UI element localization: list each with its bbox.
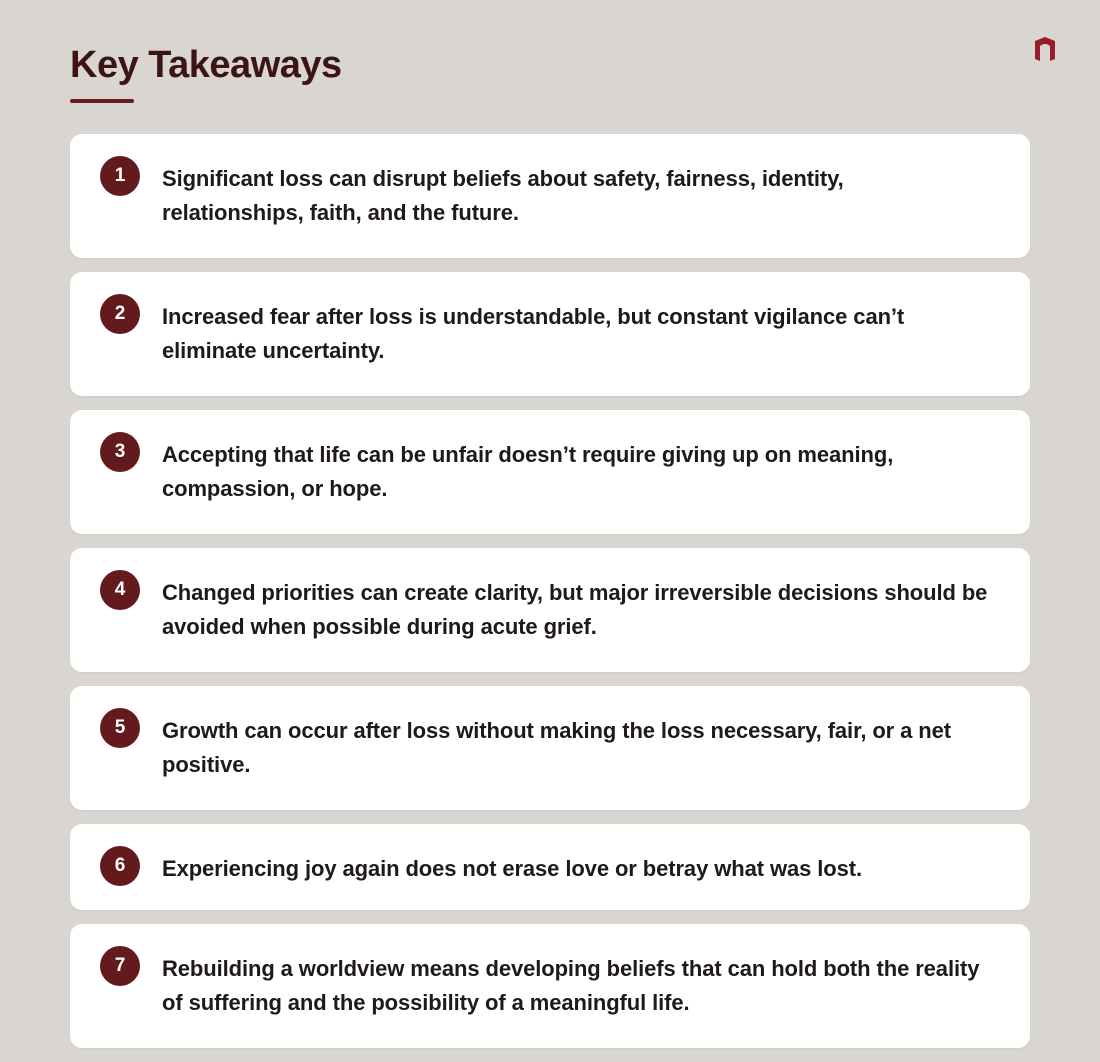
number-badge: 3: [100, 432, 140, 472]
takeaway-card-5: [70, 686, 1030, 810]
takeaway-text: Accepting that life can be unfair doesn’t require giving up on meaning, compassion, or hope.: [162, 442, 894, 501]
takeaway-card-2: [70, 272, 1030, 396]
takeaway-text: Changed priorities can create clarity, but major irreversible decisions should be avoided when possible during acute grief.: [162, 580, 988, 639]
number-badge: 4: [100, 570, 140, 610]
page-title: Key Takeaways: [70, 44, 342, 86]
takeaway-text: Significant loss can disrupt beliefs about safety, fairness, identity, relationships, faith, and the future.: [162, 166, 844, 225]
takeaway-card-7: [70, 924, 1030, 1048]
shield-logo-icon: [1033, 36, 1057, 62]
takeaway-text: Experiencing joy again does not erase love or betray what was lost.: [162, 856, 862, 881]
takeaway-text: Rebuilding a worldview means developing beliefs that can hold both the reality of suffering and the possibility of a meaningful life.: [162, 956, 980, 1015]
number-badge: 1: [100, 156, 140, 196]
number-badge: 5: [100, 708, 140, 748]
number-badge: 7: [100, 946, 140, 986]
takeaway-text: Increased fear after loss is understandable, but constant vigilance can’t eliminate uncertainty.: [162, 304, 905, 363]
title-underline: [70, 99, 134, 103]
takeaway-card-3: [70, 410, 1030, 534]
takeaway-list: [70, 134, 1030, 1062]
number-badge: 2: [100, 294, 140, 334]
takeaway-card-6: [70, 824, 1030, 910]
takeaway-text: Growth can occur after loss without making the loss necessary, fair, or a net positive.: [162, 718, 952, 777]
takeaway-card-1: [70, 134, 1030, 258]
number-badge: 6: [100, 846, 140, 886]
takeaway-card-4: [70, 548, 1030, 672]
